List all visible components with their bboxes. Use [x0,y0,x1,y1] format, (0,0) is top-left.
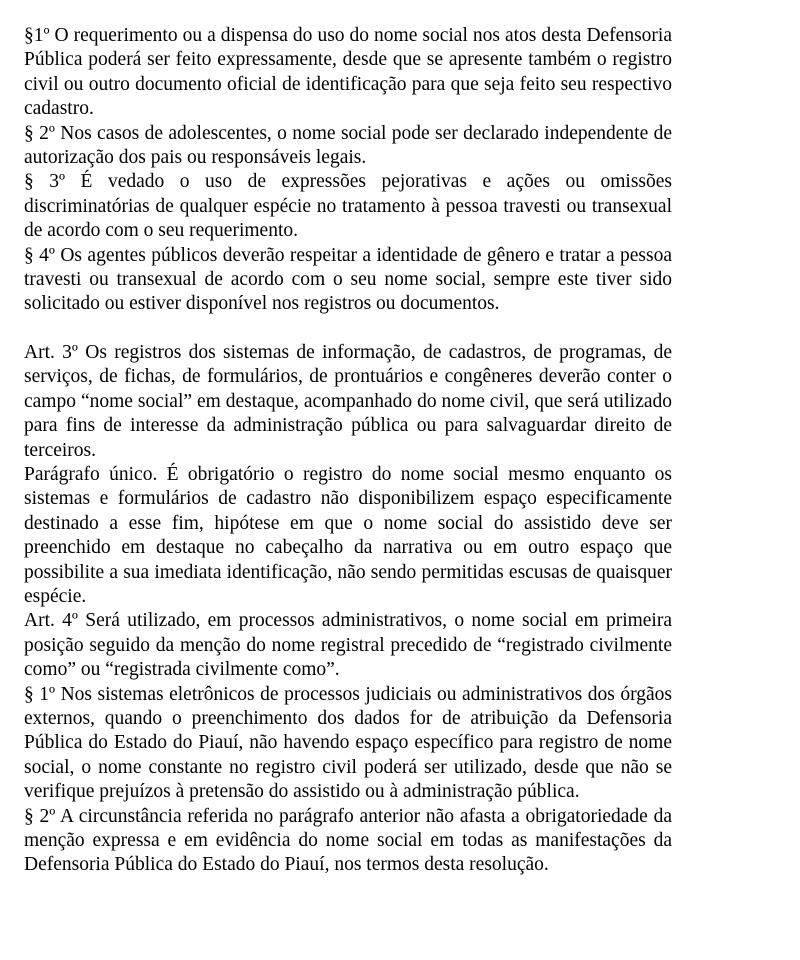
paragraph-1-art2-par1: §1º O requerimento ou a dispensa do uso do nome social nos atos desta Defensoria Pública poderá ser feito expressamente, desde que se apresente também o registro civil ou outro documento oficial de identificação para que seja feito seu respectivo cadastro. [24,25,672,120]
paragraph-5-art3: Art. 3º Os registros dos sistemas de informação, de cadastros, de programas, de serviços, de fichas, de formulários, de prontuários e congêneres deverão conter o campo “nome social” em destaque, acompanhado do nome civil, que será utilizado para fins de interesse da administração pública ou para salvaguardar direito de terceiros. [24,341,672,461]
paragraph-4-art2-par4: § 4º Os agentes públicos deverão respeitar a identidade de gênero e tratar a pessoa travesti ou transexual de acordo com o seu nome social, sempre este tiver sido solicitado ou estiver disponível nos registros ou documentos. [24,244,672,315]
paragraph-2-art2-par2: § 2º Nos casos de adolescentes, o nome social pode ser declarado independente de autorização dos pais ou responsáveis legais. [24,122,672,169]
document-page [24,24,672,878]
paragraph-spacer [24,317,672,341]
paragraph-9-art4-par2: § 2º A circunstância referida no parágrafo anterior não afasta a obrigatoriedade da menção expressa e em evidência do nome social em todas as manifestações da Defensoria Pública do Estado do Piauí, nos termos desta resolução. [24,805,672,876]
paragraph-6-art3-sole-paragraph: Parágrafo único. É obrigatório o registro do nome social mesmo enquanto os sistemas e formulários de cadastro não disponibilizem espaço especificamente destinado a esse fim, hipótese em que o nome social do assistido deve ser preenchido em destaque no cabeçalho da narrativa ou em outro espaço que possibilite a sua imediata identificação, não sendo permitidas escusas de quaisquer espécie. [24,463,672,607]
paragraph-7-art4: Art. 4º Será utilizado, em processos administrativos, o nome social em primeira posição seguido da menção do nome registral precedido de “registrado civilmente como” ou “registrada civilmente como”. [24,610,672,681]
paragraph-8-art4-par1: § 1º Nos sistemas eletrônicos de processos judiciais ou administrativos dos órgãos externos, quando o preenchimento dos dados for de atribuição da Defensoria Pública do Estado do Piauí, não havendo espaço específico para registro de nome social, o nome constante no registro civil poderá ser utilizado, desde que não se verifique prejuízos à pretensão do assistido ou à administração pública. [24,683,672,803]
paragraph-3-art2-par3: § 3º É vedado o uso de expressões pejorativas e ações ou omissões discriminatórias de qualquer espécie no tratamento à pessoa travesti ou transexual de acordo com o seu requerimento. [24,171,672,242]
